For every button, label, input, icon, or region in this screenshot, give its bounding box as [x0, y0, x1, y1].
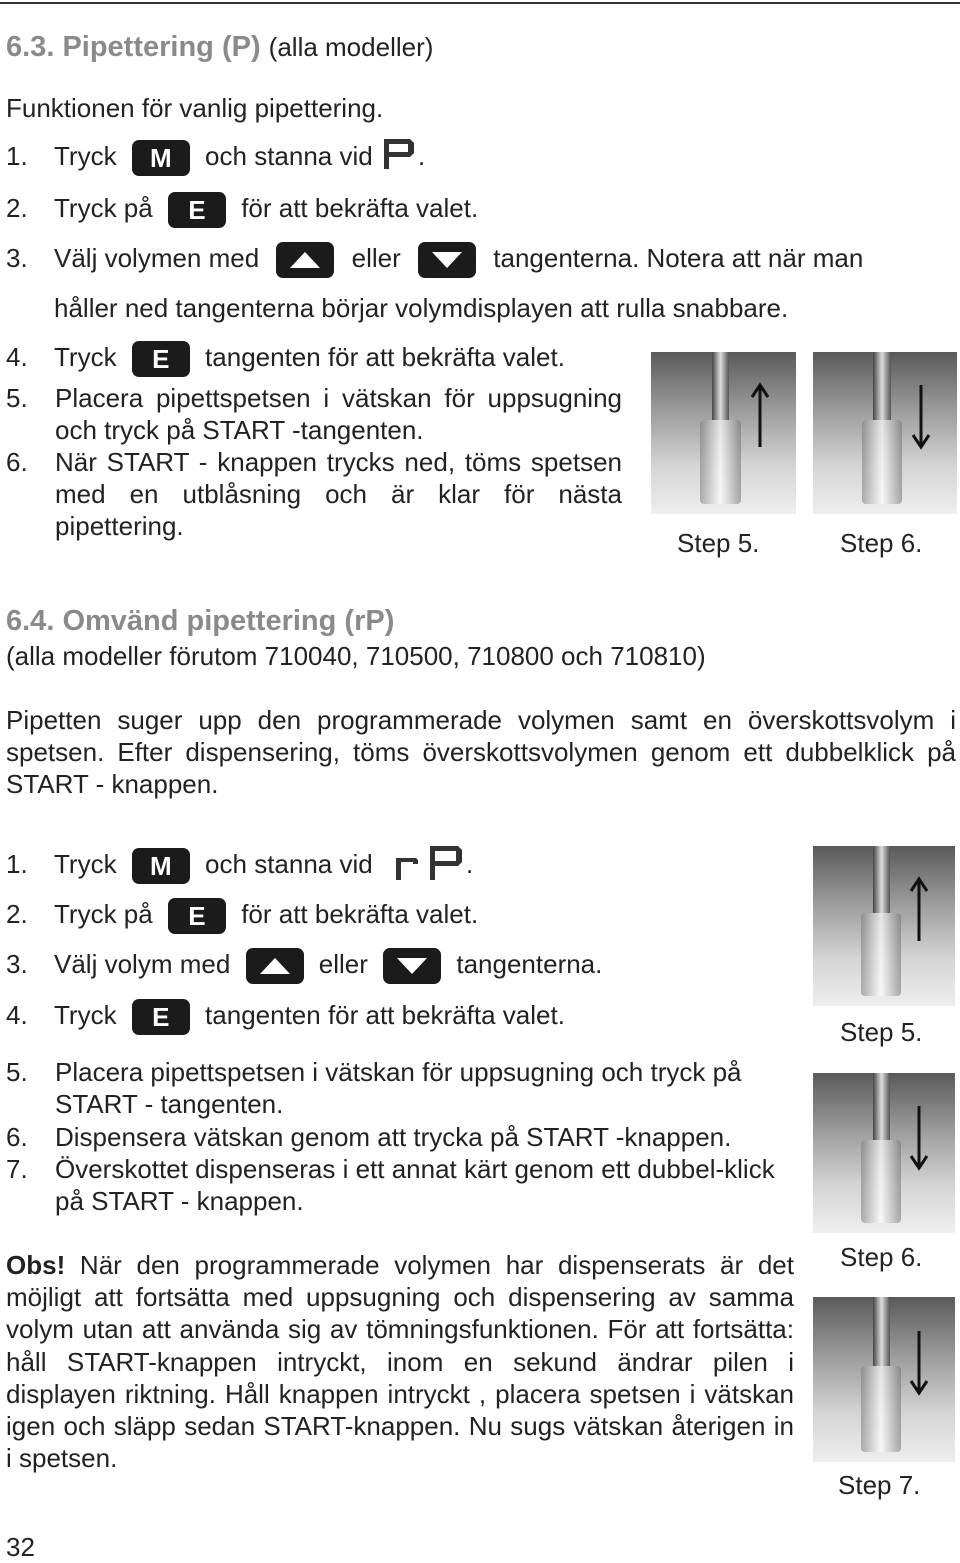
arrow-down-key-icon [383, 948, 441, 984]
pipette-photo-step-6 [813, 352, 957, 514]
arrow-down-key-icon [418, 242, 476, 278]
rp-step-6: 6. Dispensera vätskan genom att trycka på START -knappen. [6, 1122, 732, 1152]
obs-label: Obs! [6, 1250, 66, 1280]
top-rule [0, 2, 960, 4]
caption-rp-step-7: Step 7. [838, 1470, 921, 1500]
step-6: 6. När START - knappen trycks ned, töms spetsen med en utblåsning och är klar för nästa pipettering. [6, 447, 622, 542]
page-number: 32 [6, 1532, 35, 1562]
section-title: Pipettering (P) [62, 31, 261, 63]
caption-rp-step-6: Step 6. [840, 1242, 923, 1272]
obs-text: När den programmerade volymen har dispenserats är det möjligt att fortsätta med uppsugning och dispensering av samma volym utan att använda sig av tömningsfunktionen. För att fortsätta: håll START-knappen intryckt, inom en sekund ändrar pilen i displayen riktning. Håll knappen intryckt , placera spetsen i vätskan igen och släpp sedan START-knappen. Nu sugs vätskan återigen in i spetsen. [6, 1250, 794, 1474]
arrow-up-key-icon [276, 242, 334, 278]
section-6-3-heading [6, 31, 433, 63]
caption-step-6: Step 6. [840, 528, 923, 558]
intro-text: Funktionen för vanlig pipettering. [6, 93, 384, 123]
rp-step-5: 5. Placera pipettspetsen i vätskan för uppsugning och tryck på START - tangenten. [6, 1057, 742, 1120]
section-subtitle: (alla modeller förutom 710040, 710500, 710800 och 710810) [6, 641, 706, 671]
key-e-icon: E [168, 192, 226, 228]
rp-step-1: 1. Tryck M och stanna vid . [6, 848, 473, 884]
section-b-intro: Pipetten suger upp den programmerade volymen samt en överskottsvolym i spetsen. Efter dispensering, töms överskottsvolymen genom ett dubbelklick på START - knappen. [6, 705, 956, 800]
key-e-icon: E [132, 341, 190, 377]
section-number: 6.3. [6, 31, 55, 63]
step-1: 1. Tryck M och stanna vid . [6, 140, 425, 176]
step-3-continued: håller ned tangenterna börjar volymdisplayen att rulla snabbare. [54, 293, 789, 323]
pipette-photo-rp-step-6 [813, 1073, 955, 1233]
lcd-p-icon [380, 137, 418, 171]
key-e-icon: E [132, 999, 190, 1035]
rp-step-7: 7. Överskottet dispenseras i ett annat kärt genom ett dubbel-klick på START - knappen. [6, 1154, 775, 1217]
arrow-up-key-icon [246, 948, 304, 984]
pipette-photo-step-5 [651, 352, 796, 514]
section-6-4-heading [6, 605, 394, 637]
step-3: 3. Välj volymen med eller tangenterna. Notera att när man [6, 242, 863, 278]
rp-step-4: 4. Tryck E tangenten för att bekräfta valet. [6, 999, 565, 1035]
step-4: 4. Tryck E tangenten för att bekräfta valet. [6, 341, 565, 377]
pipette-photo-rp-step-5 [813, 846, 955, 1006]
caption-rp-step-5: Step 5. [840, 1017, 923, 1047]
section-number: 6.4. [6, 605, 55, 637]
lcd-rp-icon [394, 844, 466, 882]
key-m-icon: M [132, 848, 190, 884]
rp-step-3: 3. Välj volym med eller tangenterna. [6, 948, 602, 984]
pipette-photo-rp-step-7 [813, 1297, 955, 1462]
obs-note [6, 1249, 794, 1474]
section-title: Omvänd pipettering (rP) [62, 605, 395, 637]
key-m-icon: M [132, 140, 190, 176]
rp-step-2: 2. Tryck på E för att bekräfta valet. [6, 898, 478, 934]
caption-step-5: Step 5. [677, 528, 760, 558]
step-2: 2. Tryck på E för att bekräfta valet. [6, 192, 478, 228]
step-5: 5. Placera pipettspetsen i vätskan för uppsugning och tryck på START -tangenten. [6, 383, 622, 446]
section-title-suffix: (alla modeller) [268, 32, 434, 62]
key-e-icon: E [168, 898, 226, 934]
